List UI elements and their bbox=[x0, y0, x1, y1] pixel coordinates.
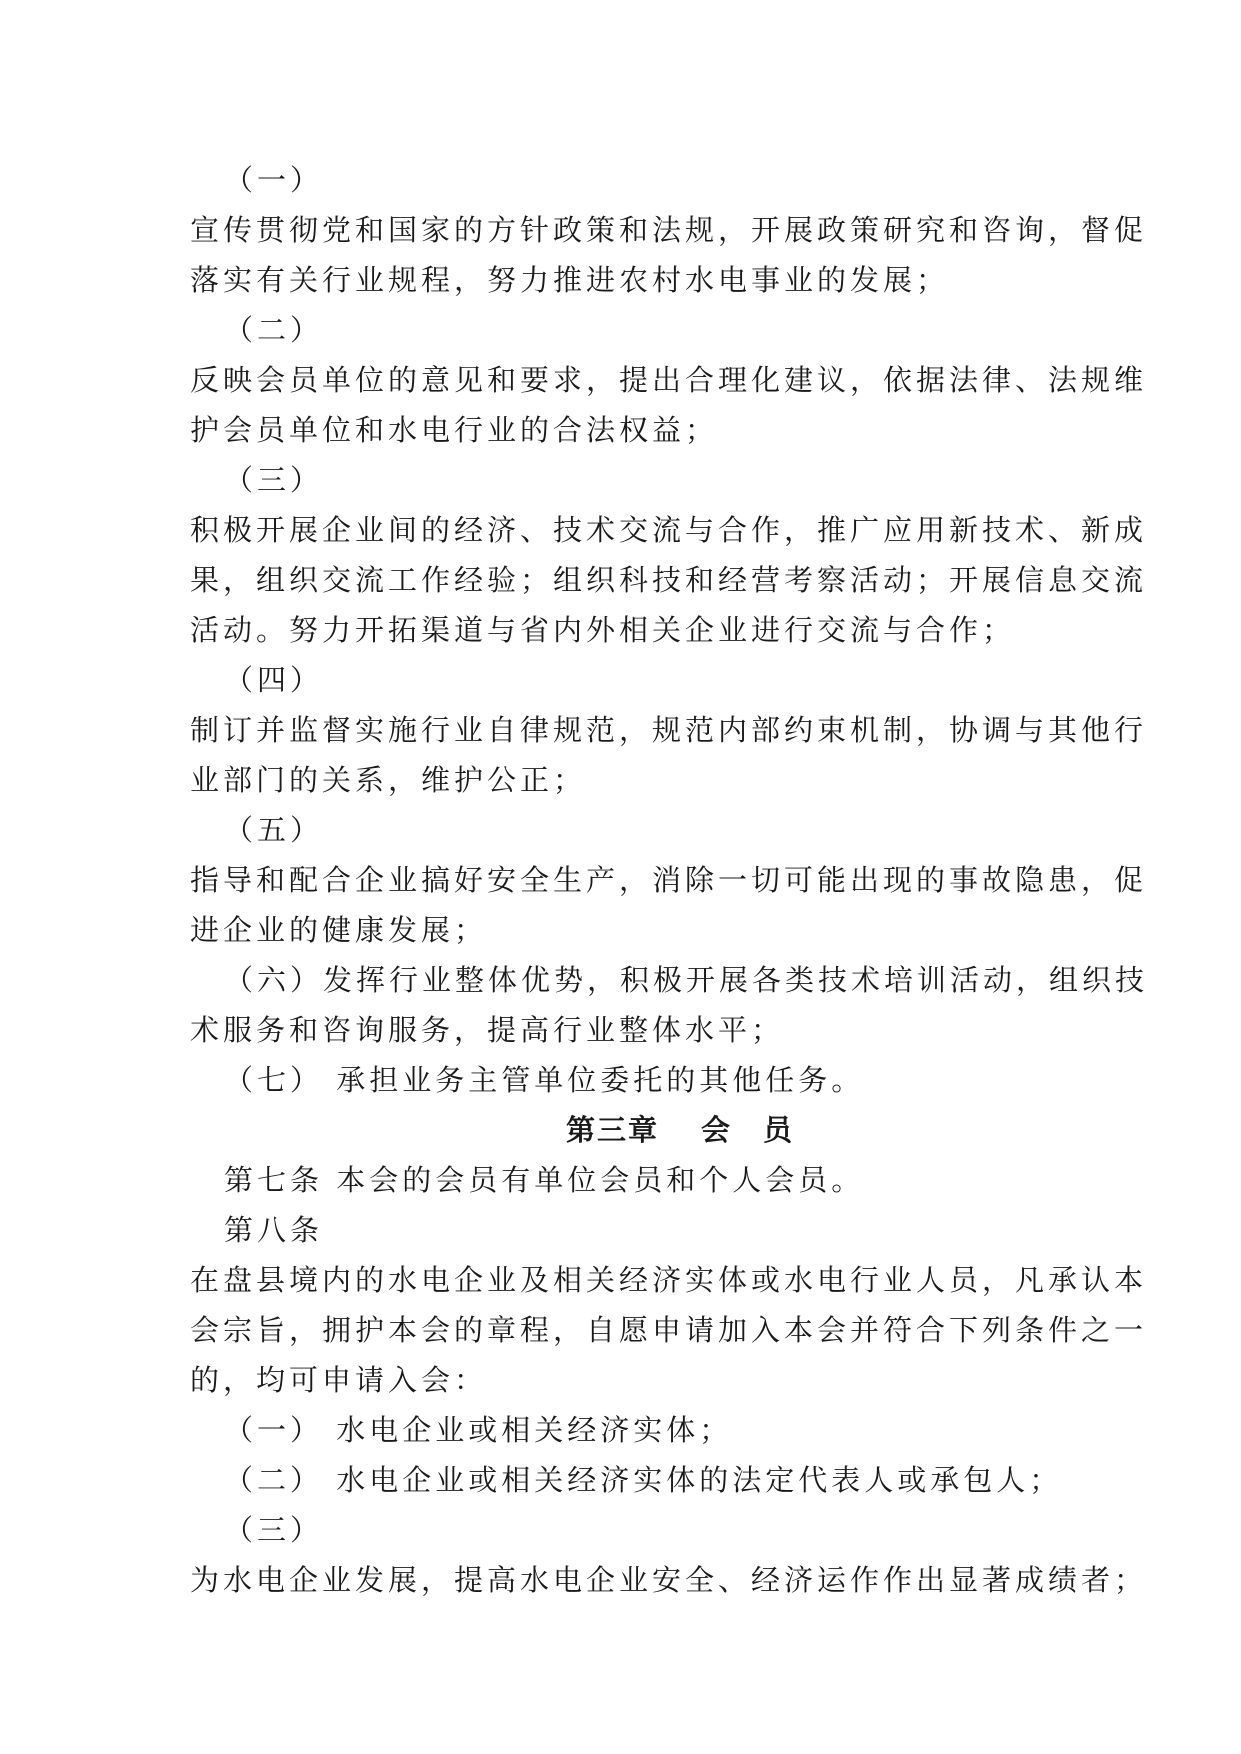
item-label: （四） bbox=[224, 663, 324, 697]
paragraph-line: 落实有关行业规程，努力推进农村水电事业的发展； bbox=[190, 263, 950, 297]
paragraph-line: 术服务和咨询服务，提高行业整体水平； bbox=[190, 1013, 785, 1047]
paragraph-line: 进企业的健康发展； bbox=[190, 913, 488, 947]
item-label: （三） bbox=[224, 463, 324, 497]
paragraph-line: 护会员单位和水电行业的合法权益； bbox=[190, 413, 719, 447]
paragraph-line: 制订并监督实施行业自律规范，规范内部约束机制，协调与其他行 bbox=[190, 713, 1148, 747]
paragraph-line: 活动。努力开拓渠道与省内外相关企业进行交流与合作； bbox=[190, 613, 1016, 647]
article-label: 第八条 bbox=[224, 1213, 324, 1247]
item-label: （二） bbox=[224, 313, 324, 347]
document-body bbox=[190, 155, 1149, 1605]
chapter-title: 会 员 bbox=[701, 1113, 795, 1147]
paragraph-line: 为水电企业发展，提高水电企业安全、经济运作作出显著成绩者； bbox=[190, 1563, 1148, 1597]
condition-item: （二） 水电企业或相关经济实体的法定代表人或承包人； bbox=[224, 1463, 1063, 1497]
paragraph-line: 业部门的关系，维护公正； bbox=[190, 763, 587, 797]
paragraph-line: 积极开展企业间的经济、技术交流与合作，推广应用新技术、新成 bbox=[190, 513, 1148, 547]
article-7: 第七条 本会的会员有单位会员和个人会员。 bbox=[224, 1163, 865, 1197]
paragraph-line: 宣传贯彻党和国家的方针政策和法规，开展政策研究和咨询，督促 bbox=[190, 213, 1148, 247]
item-label: （五） bbox=[224, 813, 324, 847]
condition-item: （一） 水电企业或相关经济实体； bbox=[224, 1413, 733, 1447]
paragraph-line: 指导和配合企业搞好安全生产，消除一切可能出现的事故隐患，促 bbox=[190, 863, 1148, 897]
paragraph-line: （六）发挥行业整体优势，积极开展各类技术培训活动，组织技 bbox=[224, 963, 1149, 997]
item-label: （一） bbox=[224, 163, 324, 197]
paragraph-line: 果，组织交流工作经验；组织科技和经营考察活动；开展信息交流 bbox=[190, 563, 1148, 597]
chapter-number: 第三章 bbox=[565, 1113, 659, 1147]
chapter-heading bbox=[190, 1105, 1050, 1155]
paragraph-line: 反映会员单位的意见和要求，提出合理化建议，依据法律、法规维 bbox=[190, 363, 1148, 397]
item-label: （三） bbox=[224, 1513, 324, 1547]
paragraph-line: 在盘县境内的水电企业及相关经济实体或水电行业人员，凡承认本 bbox=[190, 1263, 1148, 1297]
paragraph-line: 会宗旨，拥护本会的章程，自愿申请加入本会并符合下列条件之一 bbox=[190, 1313, 1148, 1347]
paragraph-line: 的，均可申请入会： bbox=[190, 1363, 488, 1397]
paragraph-line: （七） 承担业务主管单位委托的其他任务。 bbox=[224, 1063, 865, 1097]
